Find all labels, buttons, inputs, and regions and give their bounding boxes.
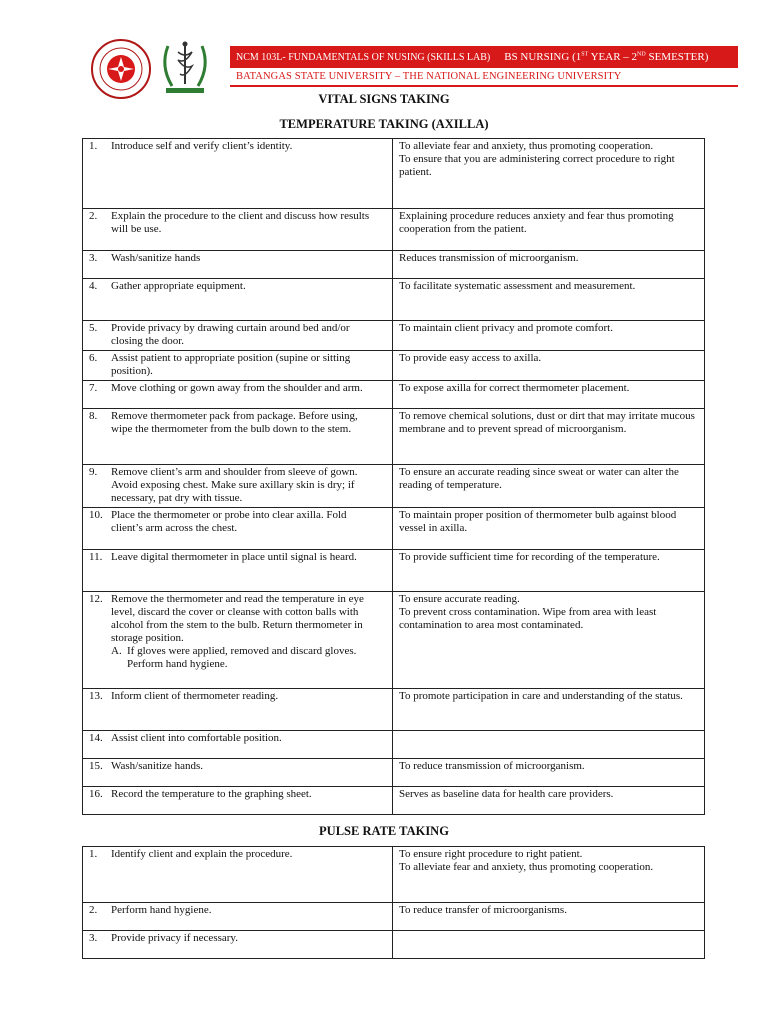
sub-step-number: A.: [111, 645, 122, 657]
table-row: [83, 209, 705, 251]
step-cell: [83, 731, 393, 759]
step-text: Remove the thermometer and read the temperature in eye level, discard the cover or cleanse with cotton balls with alcohol from the stem to the bulb. Return thermometer in storage position.: [111, 593, 364, 644]
step-cell: [83, 139, 393, 209]
step-cell: [83, 689, 393, 731]
step-text: Perform hand hygiene.: [111, 904, 212, 916]
step-cell: [83, 381, 393, 409]
step-text: Provide privacy by drawing curtain around bed and/or closing the door.: [111, 322, 350, 347]
step-text: Provide privacy if necessary.: [111, 932, 238, 944]
step-number: 2.: [89, 210, 98, 222]
step-number: 1.: [89, 140, 98, 152]
rationale-text: To ensure that you are administering correct procedure to right patient.: [399, 153, 675, 178]
step-cell: [83, 787, 393, 815]
step-text: Assist client into comfortable position.: [111, 732, 282, 744]
step-number: 3.: [89, 932, 98, 944]
step-cell: [83, 759, 393, 787]
table-row: [83, 931, 705, 959]
rationale-text: Serves as baseline data for health care providers.: [399, 788, 614, 800]
rationale-text: To reduce transmission of microorganism.: [399, 760, 585, 772]
rationale-text: To provide easy access to axilla.: [399, 352, 542, 364]
rationale-text: To remove chemical solutions, dust or dirt that may irritate mucous membrane and to prevent spread of microorganism.: [399, 410, 695, 435]
pulse-title: PULSE RATE TAKING: [319, 824, 449, 838]
university-name: BATANGAS STATE UNIVERSITY – THE NATIONAL ENGINEERING UNIVERSITY: [230, 68, 738, 87]
step-number: 16.: [89, 788, 103, 800]
table-row: [83, 787, 705, 815]
nursing-college-seal-icon: [158, 38, 212, 96]
course-title: NCM 103L- FUNDAMENTALS OF NUSING (SKILLS LAB): [236, 51, 491, 63]
table-row: [83, 550, 705, 592]
rationale-cell: [393, 409, 705, 465]
table-row: [83, 409, 705, 465]
rationale-text: To prevent cross contamination. Wipe from area with least contamination to area most contaminated.: [399, 606, 657, 631]
step-cell: [83, 321, 393, 351]
rationale-cell: [393, 279, 705, 321]
rationale-cell: [393, 903, 705, 931]
temperature-title: TEMPERATURE TAKING (AXILLA): [279, 117, 489, 131]
step-number: 15.: [89, 760, 103, 772]
step-cell: [83, 251, 393, 279]
rationale-text: To ensure accurate reading.: [399, 593, 520, 605]
rationale-cell: [393, 465, 705, 508]
step-text: Gather appropriate equipment.: [111, 280, 246, 292]
rationale-cell: [393, 321, 705, 351]
rationale-cell: [393, 209, 705, 251]
rationale-cell: [393, 139, 705, 209]
step-text: Wash/sanitize hands.: [111, 760, 203, 772]
step-number: 11.: [89, 551, 103, 563]
table-row: [83, 279, 705, 321]
rationale-text: To ensure right procedure to right patient.: [399, 848, 583, 860]
step-text: Identify client and explain the procedure.: [111, 848, 293, 860]
table-row: [83, 251, 705, 279]
step-cell: [83, 351, 393, 381]
step-number: 2.: [89, 904, 98, 916]
step-cell: [83, 279, 393, 321]
sub-step: [89, 645, 387, 671]
course-bar: [230, 46, 738, 68]
rationale-cell: [393, 787, 705, 815]
table-row: [83, 321, 705, 351]
rationale-text: To alleviate fear and anxiety, thus promoting cooperation.: [399, 140, 654, 152]
step-cell: [83, 847, 393, 903]
step-text: Inform client of thermometer reading.: [111, 690, 279, 702]
step-number: 5.: [89, 322, 98, 334]
step-cell: [83, 592, 393, 689]
step-number: 3.: [89, 252, 98, 264]
temperature-steps-table: [82, 138, 705, 815]
rationale-text: To promote participation in care and understanding of the status.: [399, 690, 683, 702]
rationale-text: To provide sufficient time for recording of the temperature.: [399, 551, 660, 563]
table-row: [83, 381, 705, 409]
rationale-text: To maintain client privacy and promote comfort.: [399, 322, 613, 334]
table-row: [83, 847, 705, 903]
step-cell: [83, 508, 393, 550]
step-text: Assist patient to appropriate position (supine or sitting position).: [111, 352, 351, 377]
step-text: Explain the procedure to the client and discuss how results will be use.: [111, 210, 370, 235]
document-header: [90, 36, 740, 86]
rationale-text: To facilitate systematic assessment and measurement.: [399, 280, 636, 292]
step-text: Place the thermometer or probe into clear axilla. Fold client’s arm across the chest.: [111, 509, 347, 534]
step-text: Leave digital thermometer in place until signal is heard.: [111, 551, 357, 563]
rationale-text: To reduce transfer of microorganisms.: [399, 904, 567, 916]
step-number: 9.: [89, 466, 98, 478]
main-title: VITAL SIGNS TAKING: [318, 92, 450, 106]
table-row: [83, 139, 705, 209]
rationale-cell: [393, 689, 705, 731]
rationale-text: To expose axilla for correct thermometer placement.: [399, 382, 630, 394]
step-text: Remove thermometer pack from package. Before using, wipe the thermometer from the bulb down to the stem.: [111, 410, 358, 435]
table-row: [83, 689, 705, 731]
sub-step-text: If gloves were applied, removed and discard gloves. Perform hand hygiene.: [127, 645, 357, 670]
university-seal-icon: [90, 38, 152, 100]
step-text: Wash/sanitize hands: [111, 252, 201, 264]
step-text: Remove client’s arm and shoulder from sleeve of gown. Avoid exposing chest. Make sure axillary skin is dry; if necessary, pat dry with tissue.: [111, 466, 358, 504]
rationale-text: To ensure an accurate reading since sweat or water can alter the reading of temperature.: [399, 466, 679, 491]
rationale-text: Reduces transmission of microorganism.: [399, 252, 579, 264]
header-banner: [230, 46, 738, 87]
step-number: 13.: [89, 690, 103, 702]
rationale-cell: [393, 381, 705, 409]
step-number: 10.: [89, 509, 103, 521]
rationale-text: To maintain proper position of thermometer bulb against blood vessel in axilla.: [399, 509, 677, 534]
table-row: [83, 592, 705, 689]
step-number: 4.: [89, 280, 98, 292]
step-text: Introduce self and verify client’s identity.: [111, 140, 293, 152]
table-row: [83, 351, 705, 381]
step-cell: [83, 931, 393, 959]
step-text: Record the temperature to the graphing sheet.: [111, 788, 312, 800]
step-cell: [83, 550, 393, 592]
rationale-cell: [393, 931, 705, 959]
step-number: 12.: [89, 593, 103, 605]
step-cell: [83, 465, 393, 508]
step-number: 14.: [89, 732, 103, 744]
rationale-text: To alleviate fear and anxiety, thus promoting cooperation.: [399, 861, 654, 873]
step-cell: [83, 903, 393, 931]
rationale-cell: [393, 508, 705, 550]
step-cell: [83, 209, 393, 251]
table-row: [83, 759, 705, 787]
step-number: 1.: [89, 848, 98, 860]
table-row: [83, 731, 705, 759]
rationale-cell: [393, 847, 705, 903]
step-number: 8.: [89, 410, 98, 422]
rationale-cell: [393, 731, 705, 759]
table-row: [83, 508, 705, 550]
table-row: [83, 903, 705, 931]
rationale-text: Explaining procedure reduces anxiety and fear thus promoting cooperation from the patient.: [399, 210, 674, 235]
step-number: 6.: [89, 352, 98, 364]
rationale-cell: [393, 351, 705, 381]
rationale-cell: [393, 550, 705, 592]
rationale-cell: [393, 251, 705, 279]
pulse-steps-table: [82, 846, 705, 959]
program-title: BS NURSING (1ST YEAR – 2ND SEMESTER): [504, 51, 709, 63]
rationale-cell: [393, 592, 705, 689]
step-cell: [83, 409, 393, 465]
step-text: Move clothing or gown away from the shoulder and arm.: [111, 382, 363, 394]
table-row: [83, 465, 705, 508]
rationale-cell: [393, 759, 705, 787]
step-number: 7.: [89, 382, 98, 394]
